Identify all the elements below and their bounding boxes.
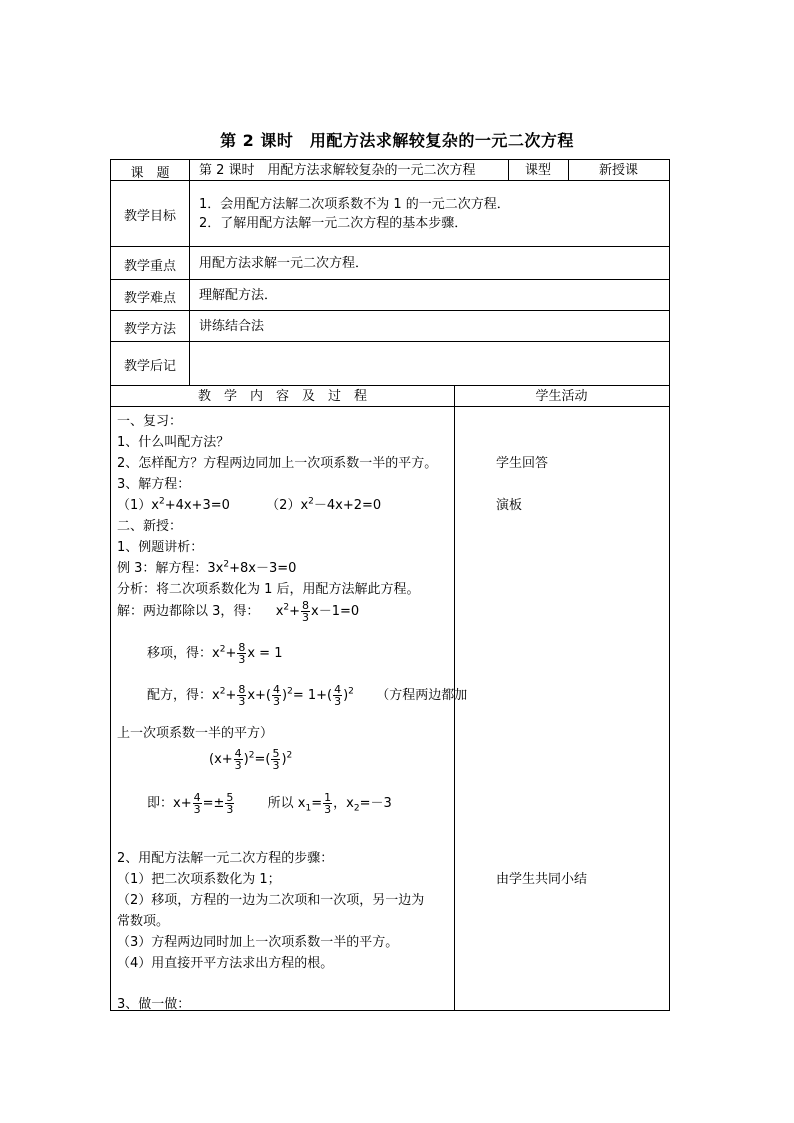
exponent: 2 [283,602,290,613]
method-value: 讲练结合法 [199,319,265,334]
equation-text: +8x－3=0 [229,561,297,576]
equation-text: 移项，得：x [147,646,220,661]
subscript: 2 [353,803,360,814]
row-divider [111,180,669,181]
row-divider [111,279,669,280]
activity-note: 由学生共同小结 [496,872,588,887]
exponent: 2 [308,496,314,507]
row-divider [111,406,669,407]
content-line: 分析：将二次项系数化为 1 后，用配方法解此方程。 [117,582,420,597]
fraction: $\frac{5}{3}$ [272,747,280,772]
equation-text: x－1=0 [311,604,360,619]
content-line: 1、例题讲析： [117,540,204,555]
row-divider [111,385,669,386]
row-divider [111,341,669,342]
content-line: 上一次项系数一半的平方） [117,726,274,741]
equation-text: 例 3：解方程：3x [117,561,224,576]
equation-text: =± [202,796,225,811]
equation-text: x+( [247,688,272,703]
equation-text: ) [243,752,249,767]
content-line: 常数项。 [117,914,170,929]
content-line: 2、怎样配方？方程两边同加上一次项系数一半的平方。 [117,456,438,471]
content-line [147,792,392,815]
lesson-topic: 第 2 课时 用配方法求解较复杂的一元二次方程 [199,163,476,178]
activity-note: 演板 [496,498,523,513]
content-line [117,494,381,513]
fraction: $\frac{4}{3}$ [273,683,281,708]
equation-text: （方程两边都加 [376,688,468,703]
lesson-table [110,159,670,1011]
equation-text: = [311,796,323,811]
equation-text: (x+ [209,752,233,767]
fraction: $\frac{1}{3}$ [324,791,332,816]
difficulty-value: 理解配方法． [199,288,278,303]
goal-2: 2．了解用配方法解一元二次方程的基本步骤． [199,216,468,231]
equation-text: ) [282,688,288,703]
equation-text: =－3 [359,796,392,811]
content-header: 教 学 内 容 及 过 程 [197,389,367,404]
page-title: 第 2 课时 用配方法求解较复杂的一元二次方程 [220,131,574,150]
fraction: $\frac{4}{3}$ [334,683,342,708]
row-divider [111,246,669,247]
fraction: $\frac{5}{3}$ [226,791,234,816]
exponent: 2 [348,686,354,697]
column-divider [189,160,190,385]
exponent: 2 [158,496,165,507]
fraction: $\frac{4}{3}$ [193,791,201,816]
exponent: 2 [248,750,255,761]
equation-text: =( [254,752,271,767]
method-label: 教学方法 [123,322,176,337]
equation-text: ) [281,752,287,767]
fraction: $\frac{8}{3}$ [238,683,246,708]
equation-text: －4x+2=0 [313,498,382,513]
header-label: 课 题 [130,166,170,181]
fraction: $\frac{8}{3}$ [302,599,310,624]
fraction: $\frac{8}{3}$ [238,641,246,666]
content-line: 解：两边都除以 3，得： $x^2+$ $\frac{8}{3}$ x－1=0 [117,599,360,624]
equation-text: 配方，得：x [147,688,220,703]
exponent: 2 [219,686,226,697]
content-line: （4）用直接开平方法求出方程的根。 [117,956,334,971]
equation-text: （2）x [266,498,309,513]
difficulty-label: 教学难点 [123,291,176,306]
content-line: 移项，得：$x^2+$ $\frac{8}{3}$ x = 1 [147,641,283,666]
type-label: 课型 [524,163,551,178]
content-line [117,557,296,576]
goals-label: 教学目标 [123,209,176,224]
activity-note: 学生回答 [496,456,549,471]
content-line: 1、什么叫配方法？ [117,435,230,450]
content-line: 配方，得：$x^2+$ $\frac{8}{3}$ x+( $\frac{4}{3}$ )$^2$= 1+( $\frac{4}{3}$ )$^2$ （方程两边都加 [147,683,468,708]
row-divider [111,310,669,311]
key-value: 用配方法求解一元二次方程． [199,256,369,271]
equation-text: 即：x+ [147,796,192,811]
type-value: 新授课 [598,163,638,178]
content-line: 3、解方程： [117,477,191,492]
exponent: 2 [286,750,293,761]
equation-text: 所以 x [267,796,306,811]
content-line: （3）方程两边同时加上一次项系数一半的平方。 [117,935,399,950]
content-line: （2）移项，方程的一边为二次项和一次项，另一边为 [117,893,425,908]
equation-text: ) [343,688,349,703]
content-line [209,748,292,771]
exponent: 2 [287,686,293,697]
content-line: 二、新授： [117,519,183,534]
exponent: 2 [223,559,230,570]
equation-text: ，x [333,796,354,811]
content-line: 2、用配方法解一元二次方程的步骤： [117,851,334,866]
key-label: 教学重点 [123,259,176,274]
activity-header: 学生活动 [535,389,588,404]
equation-text: （1）x [117,498,159,513]
content-line: 3、做一做： [117,997,191,1012]
equation-text: x = 1 [247,646,283,661]
reflection-label: 教学后记 [123,359,176,374]
equation-text: +4x+3=0 [164,498,230,513]
exponent: 2 [219,644,226,655]
equation-text: = 1+( [292,688,333,703]
fraction: $\frac{4}{3}$ [234,747,242,772]
equation-text: 解：两边都除以 3，得： [117,604,260,619]
content-line: 一、复习： [117,414,183,429]
goal-1: 1．会用配方法解二次项系数不为 1 的一元二次方程． [199,197,510,212]
equation-text: x [275,604,284,619]
subscript: 1 [305,803,312,814]
content-line: （1）把二次项系数化为 1； [117,872,281,887]
